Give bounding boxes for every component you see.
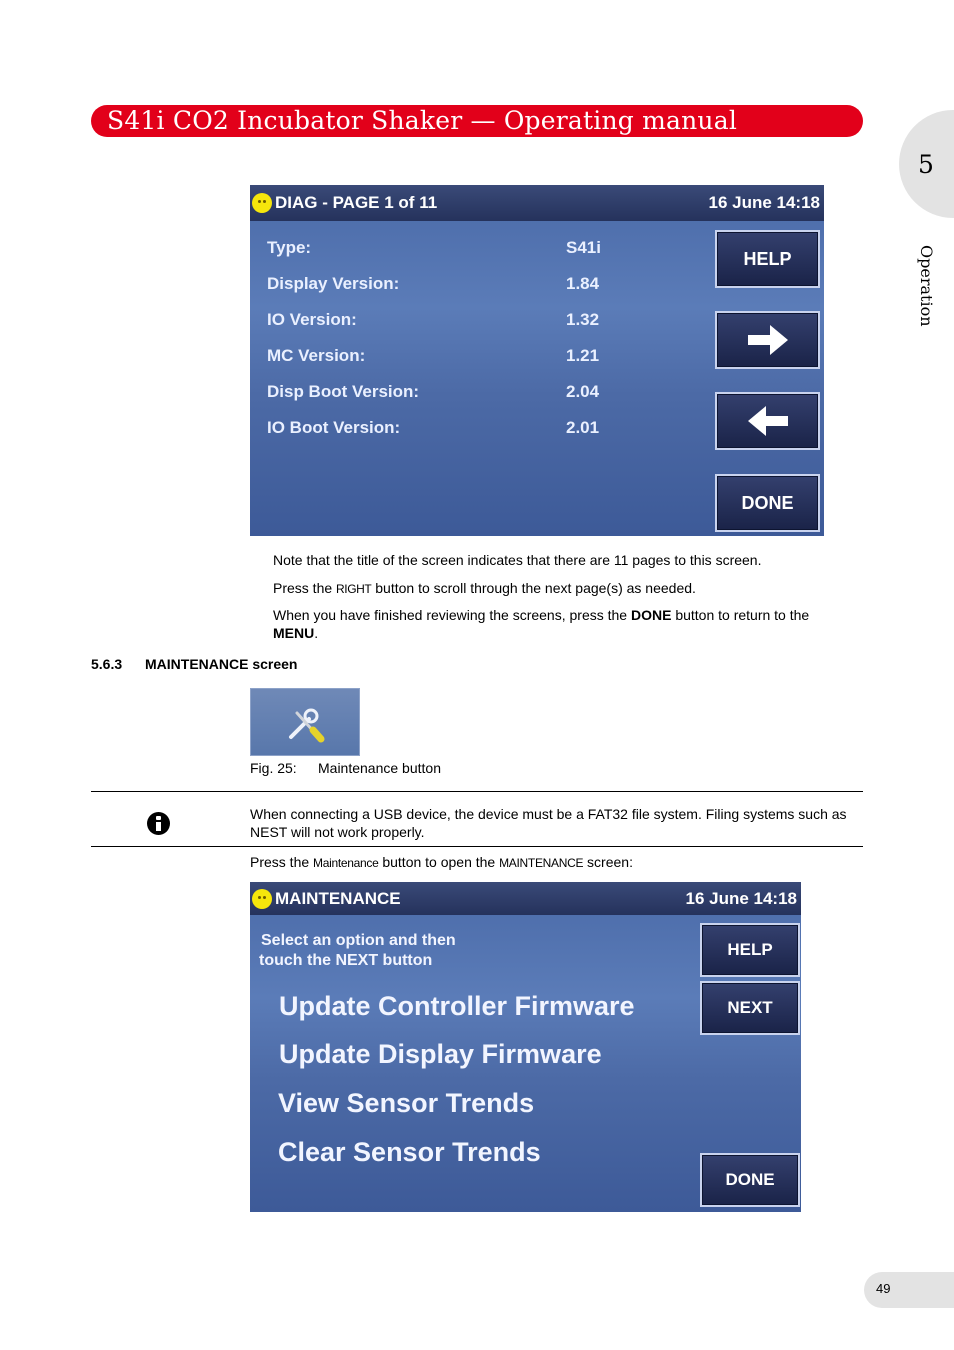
divider-bottom <box>91 846 863 847</box>
maintenance-screen <box>250 882 801 1212</box>
prompt-line-1: Select an option and then <box>261 932 456 949</box>
diag-screen <box>250 185 824 536</box>
maintenance-title-bar <box>250 882 801 915</box>
diag-label-disp-boot-version: Disp Boot Version: <box>267 382 420 401</box>
chapter-label-text: Operation <box>917 245 936 327</box>
press-text: screen: <box>583 854 633 870</box>
help-button[interactable]: HELP <box>700 923 800 977</box>
status-smiley-icon <box>252 193 272 213</box>
manual-title: S41i CO2 Incubator Shaker — Operating manual <box>107 106 738 135</box>
left-arrow-button[interactable] <box>715 392 820 450</box>
press-text: button to open the <box>378 854 500 870</box>
figure-caption: Maintenance button <box>318 760 441 776</box>
diag-title-bar <box>250 185 824 221</box>
done-button[interactable]: DONE <box>715 474 820 532</box>
diag-value-display-version: 1.84 <box>566 274 600 293</box>
done-button[interactable]: DONE <box>700 1153 800 1207</box>
right-arrow-button[interactable] <box>715 311 820 369</box>
note-text: button to return to the <box>671 607 810 623</box>
note-right-button <box>273 579 863 598</box>
diag-value-io-boot-version: 2.01 <box>566 418 600 437</box>
maintenance-key-name: Maintenance <box>313 856 379 870</box>
diag-value-type: S41i <box>566 238 601 257</box>
diag-title: DIAG - PAGE 1 of 11 <box>275 193 438 212</box>
wrench-screwdriver-icon <box>285 707 329 743</box>
status-smiley-icon <box>252 889 272 909</box>
divider-top <box>91 791 863 792</box>
diag-label-io-version: IO Version: <box>267 310 357 329</box>
option-clear-sensor-trends[interactable]: Clear Sensor Trends <box>278 1137 541 1167</box>
arrow-left-icon <box>746 404 790 438</box>
diag-value-disp-boot-version: 2.04 <box>566 382 600 401</box>
diag-label-display-version: Display Version: <box>267 274 400 293</box>
diag-value-io-version: 1.32 <box>566 310 600 329</box>
diag-label-mc-version: MC Version: <box>267 346 366 365</box>
note-pages: Note that the title of the screen indicates that there are 11 pages to this screen. <box>273 552 762 568</box>
note-text: . <box>314 625 319 641</box>
diag-value-mc-version: 1.21 <box>566 346 600 365</box>
maintenance-datetime: 16 June 14:18 <box>685 889 797 908</box>
maintenance-button-image <box>250 688 360 756</box>
figure-label: Fig. 25: <box>250 760 297 776</box>
note-done <box>273 606 848 642</box>
note-text: When you have finished reviewing the screens, press the <box>273 607 631 623</box>
page-number: 49 <box>876 1281 891 1296</box>
manual-title-banner <box>91 105 863 137</box>
maintenance-screen-name: MAINTENANCE <box>499 856 584 870</box>
note-text: Press the <box>273 580 337 596</box>
right-key-name: RIGHT <box>336 582 372 596</box>
chapter-number: 5 <box>918 150 934 179</box>
diag-label-io-boot-version: IO Boot Version: <box>267 418 401 437</box>
option-view-sensor-trends[interactable]: View Sensor Trends <box>278 1088 535 1118</box>
done-key-name: DONE <box>630 607 672 623</box>
chapter-label <box>914 245 944 335</box>
section-title: MAINTENANCE screen <box>145 656 298 672</box>
diag-label-type: Type: <box>267 238 312 257</box>
info-icon <box>147 812 170 835</box>
option-update-controller-firmware[interactable]: Update Controller Firmware <box>279 991 635 1021</box>
prompt-line-2: touch the NEXT button <box>259 952 433 969</box>
option-update-display-firmware[interactable]: Update Display Firmware <box>279 1039 602 1069</box>
diag-datetime: 16 June 14:18 <box>708 193 820 212</box>
press-maintenance-line <box>250 853 633 872</box>
section-number: 5.6.3 <box>91 656 123 672</box>
arrow-right-icon <box>746 323 790 357</box>
help-button[interactable]: HELP <box>715 230 820 288</box>
press-text: Press the <box>250 854 314 870</box>
next-button[interactable]: NEXT <box>700 981 800 1035</box>
maintenance-title: MAINTENANCE <box>275 889 401 908</box>
menu-key-name: MENU <box>273 625 315 641</box>
info-note-text: When connecting a USB device, the device must be a FAT32 file system. Filing systems such as NEST will not work properly. <box>250 806 847 840</box>
note-text: button to scroll through the next page(s) as needed. <box>371 580 696 596</box>
